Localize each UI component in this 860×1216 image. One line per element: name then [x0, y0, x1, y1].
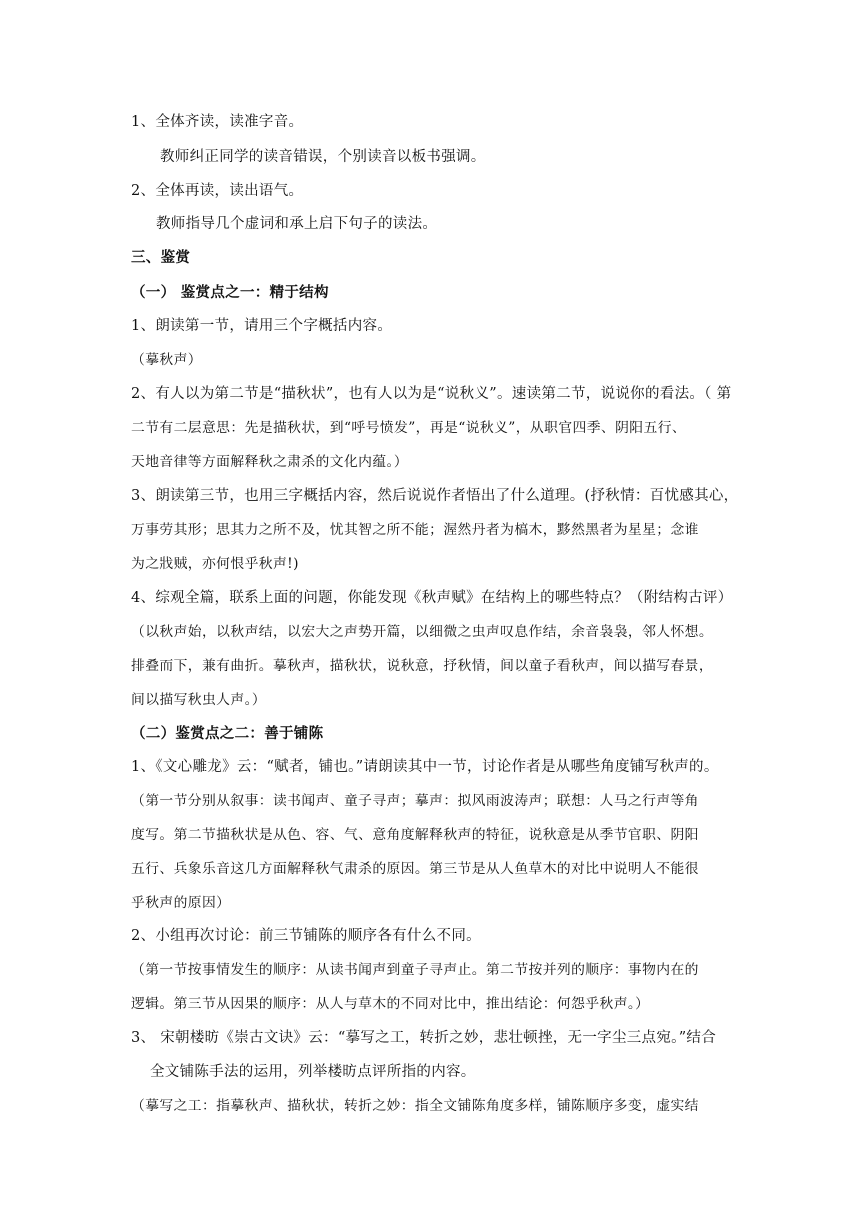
step-2-read-again: 2、全体再读，读出语气。: [131, 183, 304, 199]
step-1-read-together: 1、全体齐读，读准字音。: [131, 114, 304, 130]
structure-answer-4-line-1: （以秋声始，以秋声结，以宏大之声势开篇，以细微之虫声叹息作结，余音袅袅，邻人怀想。: [131, 624, 714, 640]
elaboration-answer-1-line-1: （第一节分别从叙事：读书闻声、童子寻声；摹声：拟风雨波涛声；联想：人马之行声等角: [131, 793, 699, 809]
structure-question-3-line-1: 3、朗读第三节，也用三字概括内容，然后说说作者悟出了什么道理。(抒秋情：百忧感其心，: [131, 488, 739, 504]
structure-question-2-line-1: 2、有人以为第二节是“描秋状”，也有人以为是“说秋义”。速读第二节，说说你的看法。（ 第: [131, 386, 732, 402]
subsection-heading-elaboration: （二）鉴赏点之二：善于铺陈: [131, 726, 324, 742]
structure-question-4: 4、综观全篇，联系上面的问题，你能发现《秋声赋》在结构上的哪些特点？（附结构古评）: [131, 590, 733, 606]
structure-question-3-line-3: 为之戕贼，亦何恨乎秋声!): [131, 556, 299, 572]
structure-question-2-line-3: 天地音律等方面解释秋之肃杀的文化内蕴。）: [131, 454, 409, 470]
structure-question-1: 1、朗读第一节，请用三个字概括内容。: [131, 318, 393, 334]
elaboration-question-2: 2、小组再次讨论：前三节铺陈的顺序各有什么不同。: [131, 928, 481, 944]
elaboration-answer-2-line-1: （第一节按事情发生的顺序：从读书闻声到童子寻声止。第二节按并列的顺序：事物内在的: [131, 962, 699, 978]
elaboration-answer-1-line-4: 乎秋声的原因）: [131, 895, 231, 911]
elaboration-question-3-line-1: 3、 宋朝楼昉《崇古文诀》云：“摹写之工，转折之妙，悲壮顿挫，无一字尘三点宛。”结合: [131, 1030, 717, 1046]
subsection-heading-structure: （一） 鉴赏点之一：精于结构: [131, 285, 329, 301]
step-2-teacher-note: 教师指导几个虚词和承上启下句子的读法。: [156, 216, 438, 232]
step-1-teacher-note: 教师纠正同学的读音错误，个别读音以板书强调。: [160, 149, 486, 165]
elaboration-question-1: 1、《文心雕龙》云：“赋者，铺也。”请朗读其中一节，讨论作者是从哪些角度铺写秋声的。: [131, 759, 719, 775]
elaboration-answer-1-line-3: 五行、兵象乐音这几方面解释秋气肃杀的原因。第三节是从人鱼草木的对比中说明人不能很: [131, 861, 699, 877]
structure-question-2-line-2: 二节有二层意思：先是描秋状，到“呼号愤发”，再是“说秋义”，从职官四季、阴阳五行、: [131, 420, 687, 436]
structure-answer-1: （摹秋声）: [131, 352, 202, 368]
elaboration-question-3-line-2: 全文铺陈手法的运用，列举楼昉点评所指的内容。: [150, 1064, 476, 1080]
structure-question-3-line-2: 万事劳其形；思其力之所不及，忧其智之所不能；渥然丹者为槁木，黟然黑者为星星；念谁: [131, 522, 699, 538]
elaboration-answer-3-line-1: （摹写之工：指摹秋声、描秋状，转折之妙：指全文铺陈角度多样，铺陈顺序多变，虚实结: [131, 1098, 699, 1114]
structure-answer-4-line-2: 排叠而下，兼有曲折。摹秋声，描秋状，说秋意，抒秋情，间以童子看秋声，间以描写春景，: [131, 658, 714, 674]
structure-answer-4-line-3: 间以描写秋虫人声。）: [131, 692, 267, 708]
elaboration-answer-1-line-2: 度写。第二节描秋状是从色、容、气、意角度解释秋声的特征，说秋意是从季节官职、阴阳: [131, 827, 699, 843]
section-heading-appreciation: 三、鉴赏: [131, 250, 191, 266]
elaboration-answer-2-line-2: 逻辑。第三节从因果的顺序：从人与草木的不同对比中，推出结论：何怨乎秋声。）: [131, 996, 650, 1012]
